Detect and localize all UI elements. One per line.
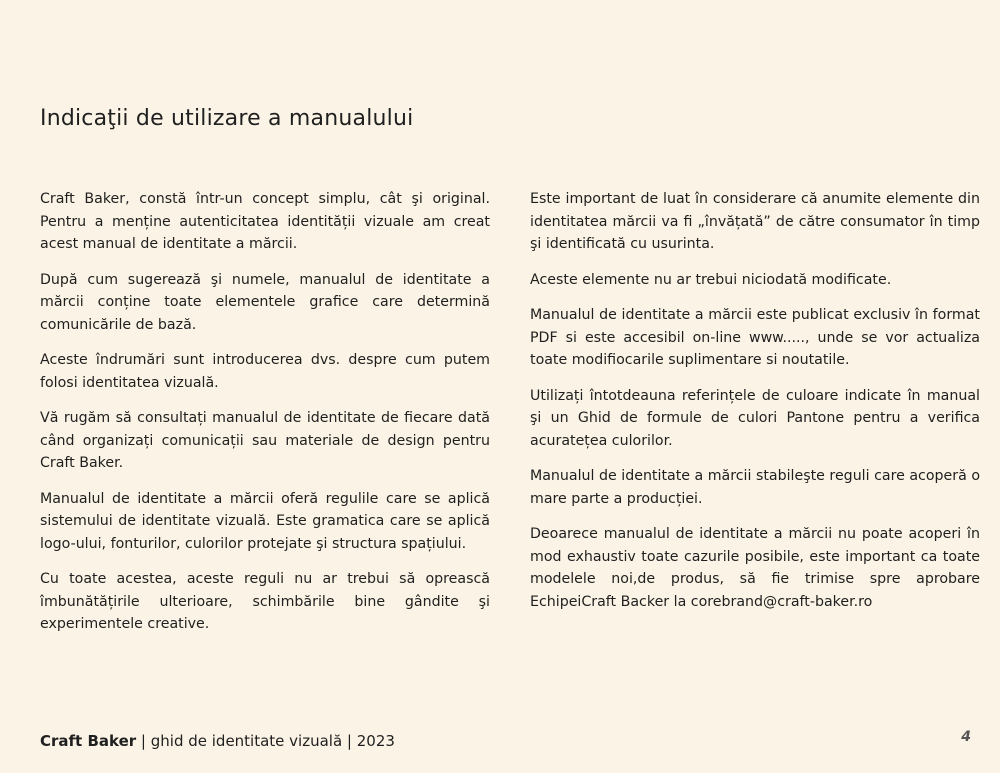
footer (40, 732, 395, 750)
paragraph: După cum sugerează şi numele, manualul de identitate a mărcii conține toate elementele grafice care determină comunicările de bază. (40, 271, 490, 333)
paragraph: Deoarece manualul de identitate a mărcii nu poate acoperi în mod exhaustiv toate cazurile posibile, este important ca toate modelele noi,de produs, să fie trimise spre aprobare EchipeiCraft Backer la corebrand@craft-baker.ro (530, 526, 980, 610)
page-number: 4 (961, 729, 971, 745)
paragraph: Manualul de identitate a mărcii oferă regulile care se aplică sistemului de identitate vizuală. Este gramatica care se aplică logo-ului, fonturilor, culorilor protejate şi structura spațiului. (40, 490, 490, 552)
paragraph: Este important de luat în considerare că anumite elemente din identitatea mărcii va fi „învățată” de către consumator în timp şi identificată cu usurinta. (530, 191, 980, 252)
footer-brand: Craft Baker (40, 732, 137, 750)
paragraph: Craft Baker, constă într-un concept simplu, cât şi original. Pentru a menține autenticitatea identității vizuale am creat acest manual de identitate a mărcii. (40, 191, 490, 252)
footer-text: | ghid de identitate vizuală | 2023 (136, 732, 395, 750)
paragraph: Cu toate acestea, aceste reguli nu ar trebui să oprească îmbunătățirile ulterioare, schimbările bine gândite şi experimentele creative. (40, 571, 490, 632)
right-column (530, 188, 980, 626)
left-column (40, 188, 490, 649)
paragraph: Manualul de identitate a mărcii stabileşte reguli care acoperă o mare parte a producției. (530, 468, 980, 507)
paragraph: Aceste îndrumări sunt introducerea dvs. despre cum putem folosi identitatea vizuală. (40, 352, 490, 391)
paragraph: Vă rugăm să consultați manualul de identitate de fiecare dată când organizați comunicații sau materiale de design pentru Craft Baker. (40, 410, 490, 471)
paragraph: Manualul de identitate a mărcii este publicat exclusiv în format PDF si este accesibil on-line www....., unde se vor actualiza toate modifiocarile suplimentare si noutatile. (530, 307, 980, 368)
paragraph: Utilizați întotdeauna referințele de culoare indicate în manual şi un Ghid de formule de culori Pantone pentru a verifica acuratețea culorilor. (530, 387, 980, 449)
page-title: Indicaţii de utilizare a manualului (40, 106, 414, 131)
paragraph: Aceste elemente nu ar trebui niciodată modificate. (530, 271, 892, 288)
